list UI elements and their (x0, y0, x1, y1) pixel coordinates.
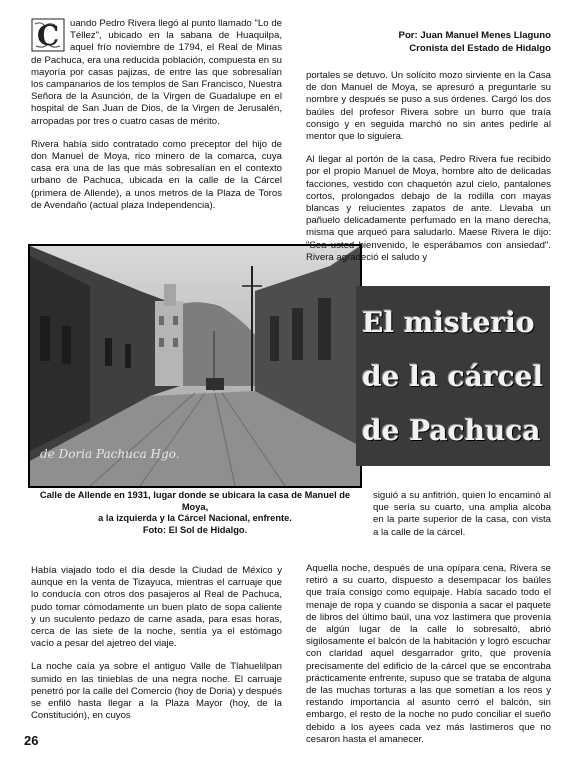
caption-line: a la izquierda y la Cárcel Nacional, enfrente. (98, 513, 292, 524)
photo-caption (28, 490, 362, 536)
byline-author: Por: Juan Manuel Menes Llaguno (398, 30, 551, 41)
paragraph: siguió a su anfitrión, quien lo encaminó al que sería su cuarto, una amplia alcoba en la parte superior de la casa, con vista a la calle de la cárcel. (373, 490, 551, 538)
paragraph: Había viajado todo el día desde la Ciudad de México y aunque en la venta de Tizayuca, mientras el carruaje que lo conducía con otros dos pasajeros al Real de Pachuca, pudo tomar cómodamente un buen plato de sopa caliente y un suculento pedazo de carne asada, para esas horas, cerca de las siete de la noche, sentía ya el estómago vacío a pesar del ajetreo del viaje. (31, 565, 282, 650)
title-line: de Pachuca (362, 414, 541, 447)
caption-line: Foto: El Sol de Hidalgo. (142, 524, 248, 535)
paragraph: uando Pedro Rivera llegó al punto llamado "Lo de Téllez", ubicado en la sabana de Huaquilpa, aquel frío noviembre de 1794, el Real de Minas de Pachuca, era una reducida población, compuesta en su mayoría por casas pajizas, de entre las que sobresalían los campanarios de los templos de San Francisco, Nuestra Señora de la Asunción, de la Virgen de Guadalupe en el hospital de San Juan de Dios, de la Virgen de Jerusalén, arropadas por tres o cuatro casas de mérito. (31, 18, 282, 127)
title-line: El misterio (362, 306, 535, 339)
article-title (356, 286, 550, 466)
paragraph: portales se detuvo. Un solícito mozo sirviente en la Casa de don Manuel de Moya, se apresuró a preguntarle su nombre y después se puso a sus órdenes. Cargó los dos baúles del profesor Rivera sobre un burro que traía consigo y en seguida marchó no sin antes pedirle al mentor que lo siguiera. (306, 70, 551, 143)
column-right-top (306, 70, 551, 275)
paragraph: Al llegar al portón de la casa, Pedro Rivera fue recibido por el propio Manuel de Moya, hombre alto de delicadas facciones, vestido con chaquetón azul cielo, pantalones cortos, prolongados debajo de la rodilla con mayas blancas y relucientes zapatos de ante. Llevaba un pañuelo delicadamente perfumado en la mano derecha, misma que arqueó para saludarlo. Maese Rivera le dijo: "Sea usted bienvenido, le esperábamos con ansiedad". Rivera agradeció el saludo y (306, 154, 551, 263)
photo-overlay-text: de Doria Pachuca Hgo. (40, 447, 180, 461)
paragraph: Aquella noche, después de una opípara cena, Rivera se retiró a su cuarto, dispuesto a desempacar los baúles que traía consigo como equipaje. Había sacado todo el menaje de ropa y cuando se disponía a sacar el paquete de libros del último baúl, una voz lastimera que provenía de algún lugar de la calle lo sobresaltó, abrió sigilosamente el balcón de la habitación y logró escuchar con claridad aquel desgarrador grito, que provenía precisamente del edificio de la cárcel que se encontraba prácticamente enfrente, supuso que se trataba de alguna de las muchas torturas a las que sometían a los reos y restando importancia al asunto cerró el balcón, sin embargo, el resto de la noche no pudo conciliar el sueño debido a los ayees cada vez más lastimeros que no cesaron hasta el amanecer. (306, 563, 551, 745)
svg-text:C: C (36, 19, 60, 52)
byline (399, 30, 551, 55)
page-number: 26 (24, 733, 39, 748)
paragraph: Rivera había sido contratado como preceptor del hijo de don Manuel de Moya, rico minero de la comarca, cuya casa era una de las que más sobresalían en el contexto urbano de Pachuca, ubicada en la calle de la Cárcel (primera de Allende), a unos metros de la Plaza de Toros de Avendaño (actual plaza Independencia). (31, 138, 282, 211)
dropcap-c (31, 18, 65, 52)
title-line: de la cárcel (362, 360, 544, 393)
column-left-top (31, 18, 282, 223)
caption-line: Calle de Allende en 1931, lugar donde se ubicara la casa de Manuel de Moya, (39, 490, 351, 512)
column-right-middle (373, 490, 551, 550)
column-right-bottom (306, 563, 551, 757)
paragraph: La noche caía ya sobre el antiguo Valle de Tlahuelilpan sumido en las tinieblas de una negra noche. El carruaje penetró por la calle del Comercio (hoy de Doria) y después se enfiló hasta llegar a la Plaza Mayor (hoy, de la Constitución), en cuyos (31, 661, 282, 722)
column-left-bottom (31, 565, 282, 733)
historic-street-photo (28, 244, 362, 488)
byline-role: Cronista del Estado de Hidalgo (409, 42, 551, 54)
